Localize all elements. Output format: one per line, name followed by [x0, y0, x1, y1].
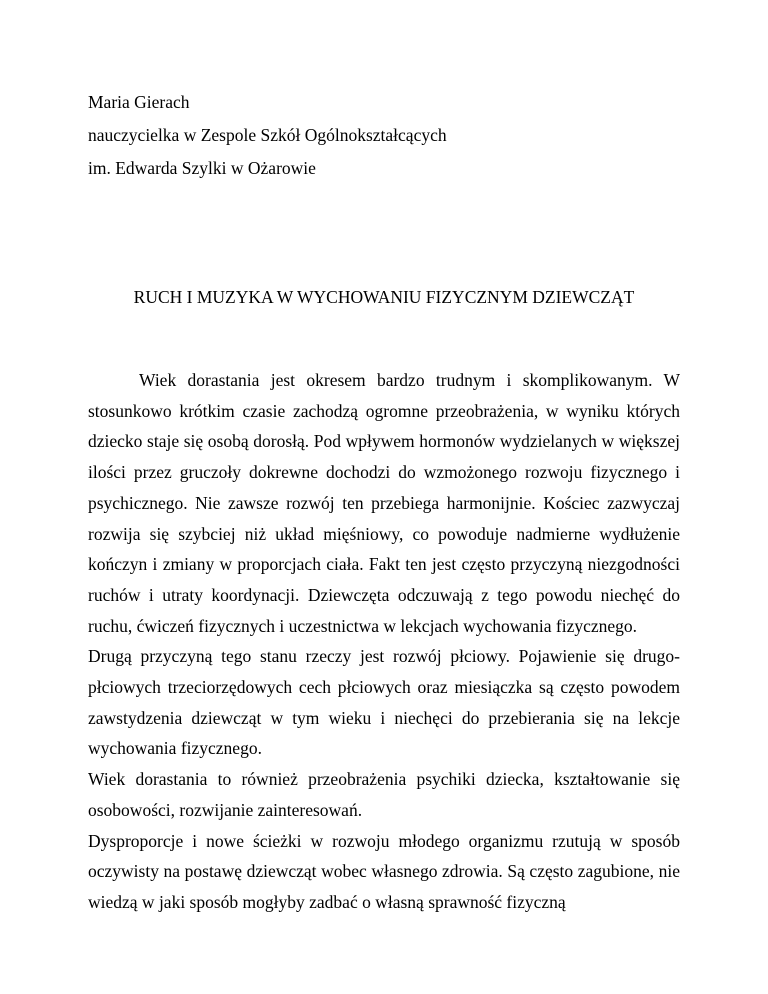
paragraph: Wiek dorastania to również przeobrażenia psychiki dziecka, kształtowanie się osobowości, rozwijanie zainteresowań. [88, 769, 680, 820]
document-body [88, 365, 680, 918]
author-name: Maria Gierach [88, 92, 190, 112]
author-block [88, 86, 688, 185]
author-school: im. Edwarda Szylki w Ożarowie [88, 158, 316, 178]
author-position: nauczycielka w Zespole Szkół Ogólnokształcących [88, 125, 447, 145]
paragraph: Dysproporcje i nowe ścieżki w rozwoju młodego organizmu rzutują w sposób oczywisty na postawę dziewcząt wobec własnego zdrowia. Są często zagubione, nie wiedzą w jaki sposób mogłyby zadbać o własną sprawność fizyczną [88, 830, 680, 912]
paragraph: Wiek dorastania jest okresem bardzo trudnym i skomplikowanym. W stosunkowo krótkim czasie zachodzą ogromne przeobrażenia, w wyniku których dziecko staje się osobą dorosłą. Pod wpływem hormonów wydzielanych w większej ilości przez gruczoły dokrewne dochodzi do wzmożonego rozwoju fizycznego i psychicznego. Nie zawsze rozwój ten przebiega harmonijnie. Kościec zazwyczaj rozwija się szybciej niż układ mięśniowy, co powoduje nadmierne wydłużenie kończyn i zmiany w proporcjach ciała. Fakt ten jest często przyczyną niezgodności ruchów i utraty koordynacji. Dziewczęta odczuwają z tego powodu niechęć do ruchu, ćwiczeń fizycznych i uczestnictwa w lekcjach wychowania fizycznego. [88, 370, 680, 636]
paragraph: Drugą przyczyną tego stanu rzeczy jest rozwój płciowy. Pojawienie się drugo-płciowych trzeciorzędowych cech płciowych oraz miesiączka są często powodem zawstydzenia dziewcząt w tym wieku i niechęci do przebierania się na lekcje wychowania fizycznego. [88, 646, 680, 759]
document-title: RUCH I MUZYKA W WYCHOWANIU FIZYCZNYM DZIEWCZĄT [133, 287, 635, 307]
